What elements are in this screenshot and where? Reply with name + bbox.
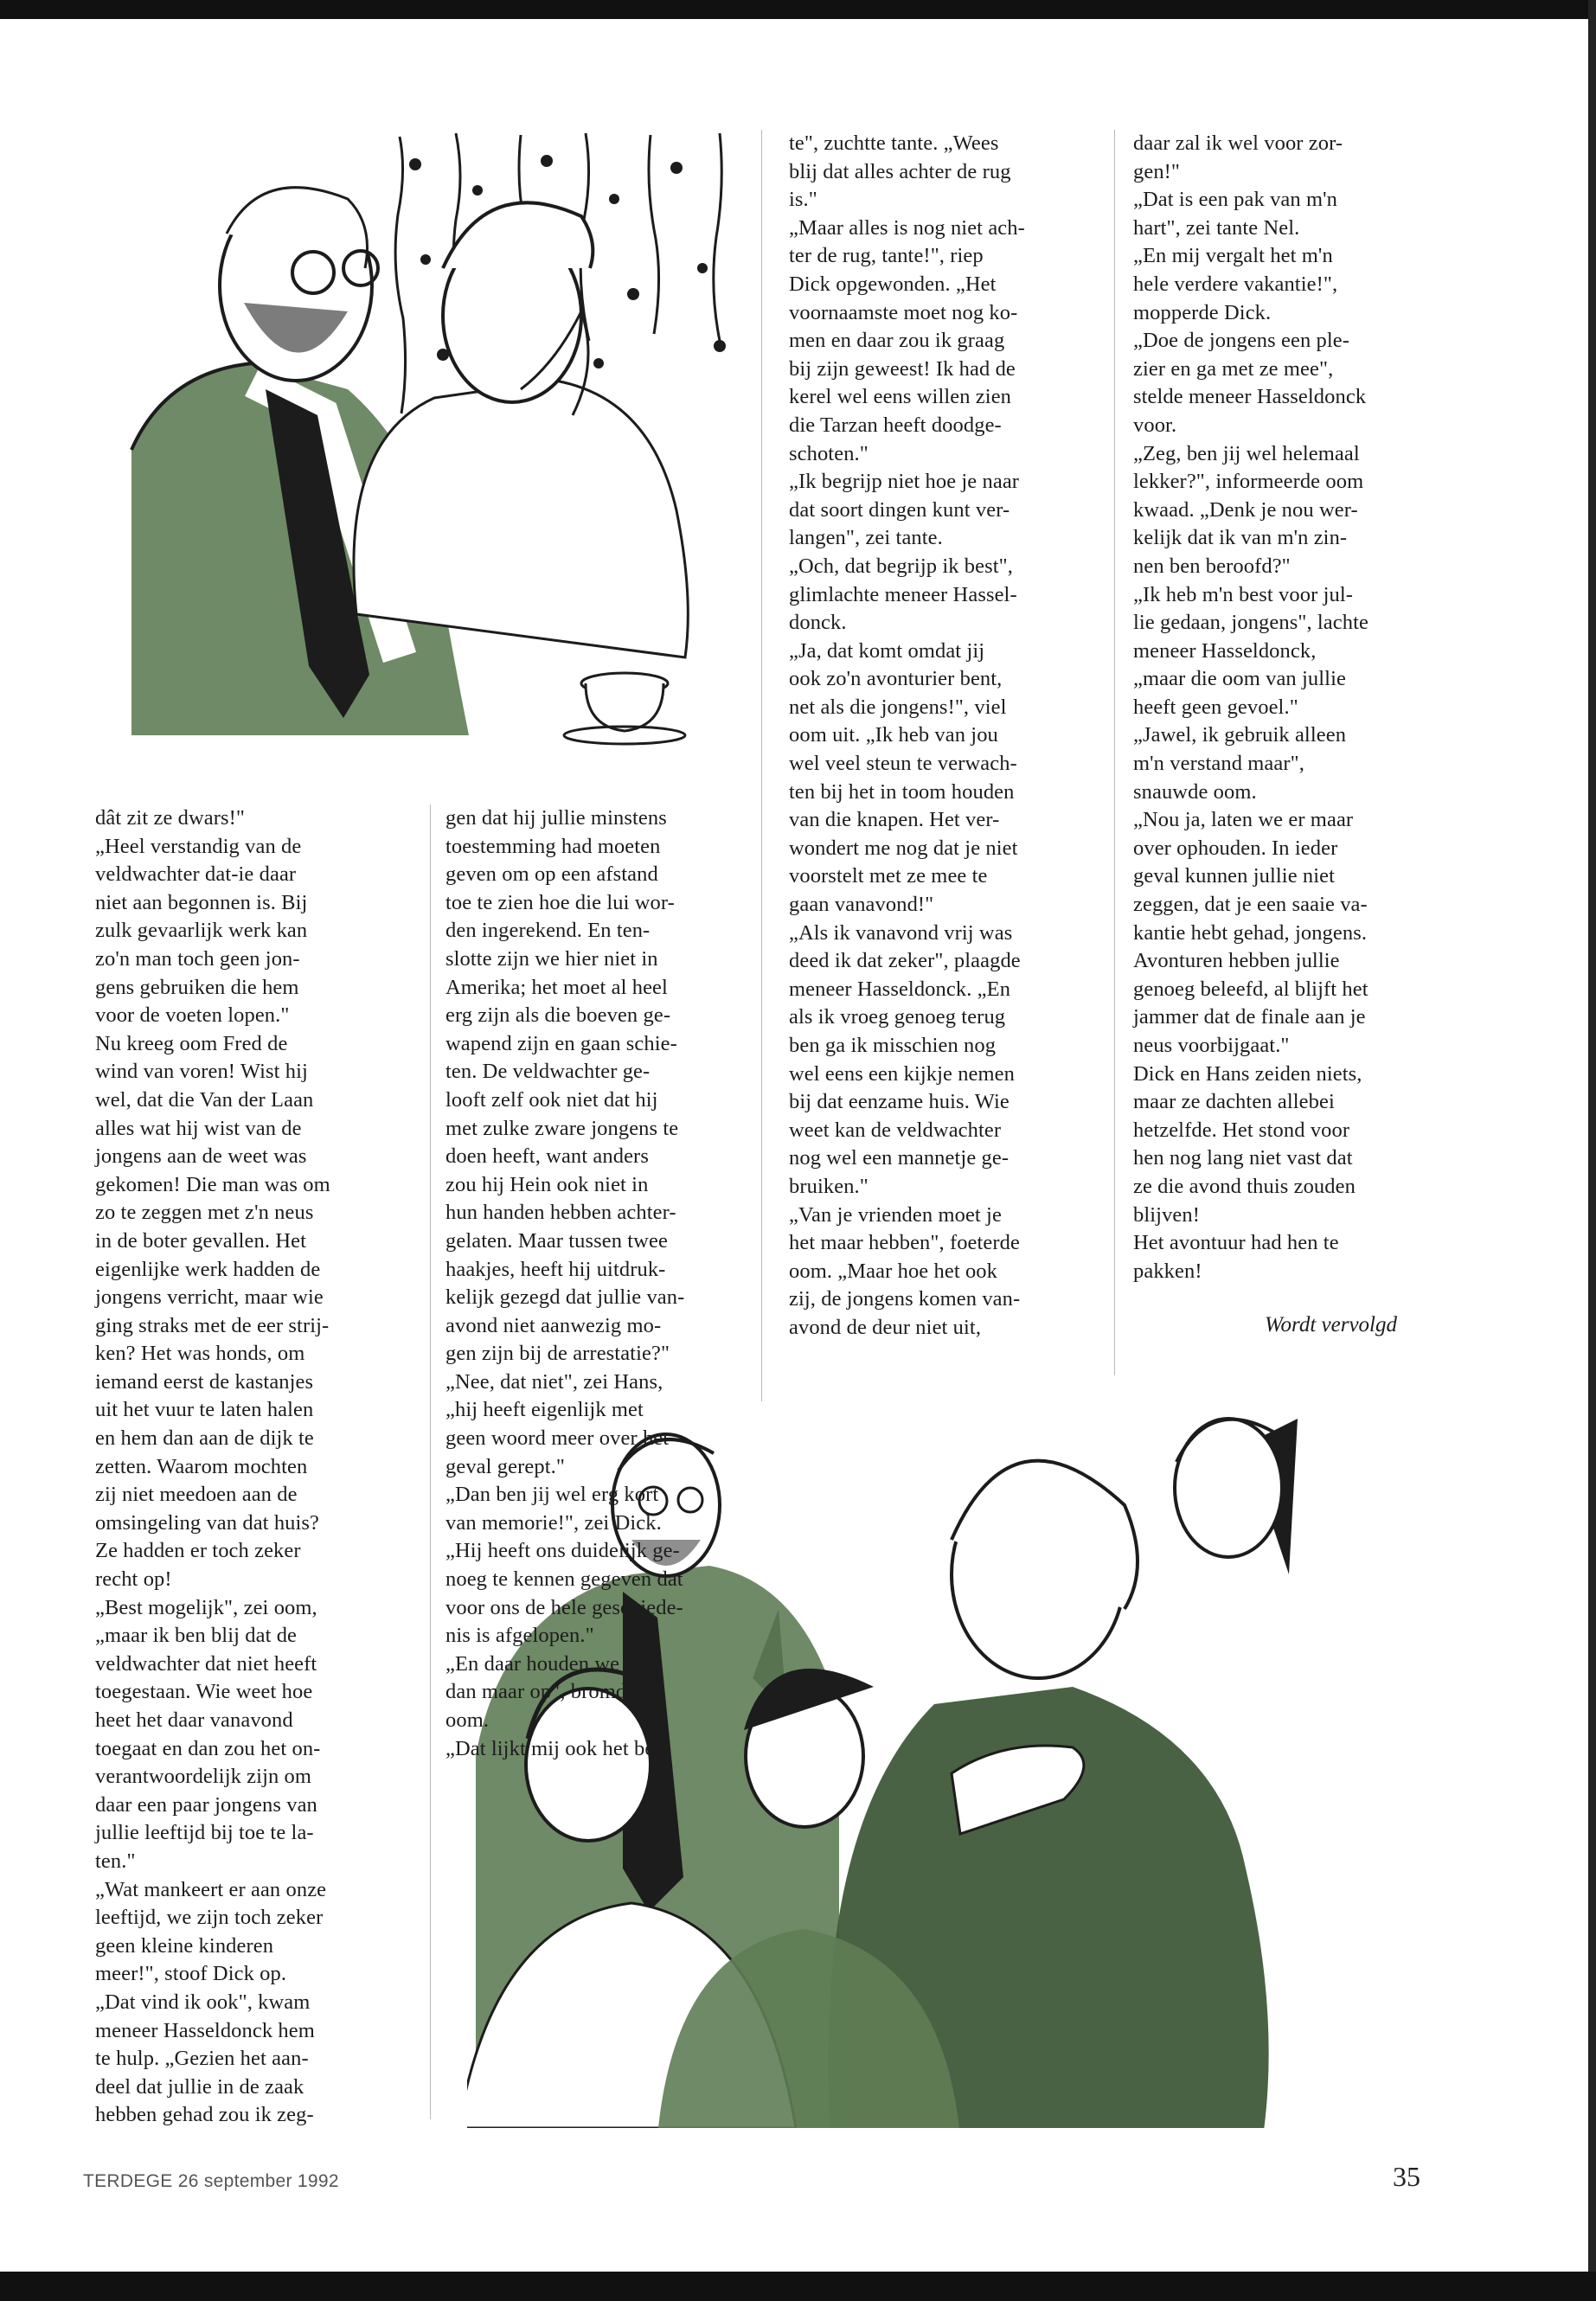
illustration-two-men (114, 130, 744, 753)
to-be-continued: Wordt vervolgd (1265, 1313, 1397, 1336)
article-column-3: te", zuchtte tante. „Wees blij dat alles achter de rug is." „Maar alles is nog niet ach- ter de rug, tante!", riep Dick opgewonden. „Het voornaamste moet nog ko- men en daar zou ik graag bij zijn geweest! Ik had de kerel wel eens willen zien die Tarzan heeft doodge- schoten." „Ik begrijp niet hoe je naar dat soort dingen kunt ver- langen", zei tante. „Och, dat begrijp ik best", glimlachte meneer Hassel- donck. „Ja, dat komt omdat jij ook zo'n avonturier bent, net als die jongens!", viel oom uit. „Ik heb van jou wel veel steun te verwach- ten bij het in toom houden van die knapen. Het ver- wondert me nog dat je niet voorstelt met ze mee te gaan vanavond!" „Als ik vanavond vrij was deed ik dat zeker", plaagde meneer Hasseldonck. „En als ik vroeg genoeg terug ben ga ik misschien nog wel eens een kijkje nemen bij dat eenzame huis. Wie weet kan de veldwachter nog wel een mannetje ge- bruiken." „Van je vrienden moet je het maar hebben", foeterde oom. „Maar hoe het ook zij, de jongens komen van- avond de deur niet uit, (789, 131, 1025, 1339)
column-rule (761, 130, 762, 1401)
column-rule (1114, 130, 1115, 1375)
article-column-1: dât zit ze dwars!" „Heel verstandig van de veldwachter dat-ie daar niet aan begonnen is. Bij zulk gevaarlijk werk kan zo'n man toch geen jon- gens gebruiken die hem voor de voeten lopen." Nu kreeg oom Fred de wind van voren! Wist hij wel, dat die Van der Laan alles wat hij wist van de jongens aan de weet was gekomen! Die man was om zo te zeggen met z'n neus in de boter gevallen. Het eigenlijke werk hadden de jongens verricht, maar wie ging straks met de eer strij- ken? Het was honds, om iemand eerst de kastanjes uit het vuur te laten halen en hem dan aan de dijk te zetten. Waarom mochten zij niet meedoen aan de omsingeling van dat huis? Ze hadden er toch zeker recht op! „Best mogelijk", zei oom, „maar ik ben blij dat de veldwachter dat niet heeft toegestaan. Wie weet hoe heet het daar vanavond toegaat en dan zou het on- verantwoordelijk zijn om daar een paar jongens van jullie leeftijd bij toe te la- ten." „Wat mankeert er aan onze leeftijd, we zijn toch zeker geen kleine kinderen meer!", stoof Dick op. „Dat vind ik ook", kwam meneer Hasseldonck hem te hulp. „Gezien het aan- deel dat jullie in de zaak hebben gehad zou ik zeg- (95, 806, 330, 2127)
article-column-4: daar zal ik wel voor zor- gen!" „Dat is een pak van m'n hart", zei tante Nel. „En mij vergalt het m'n hele verdere vakantie!", mopperde Dick. „Doe de jongens een ple- zier en ga met ze mee", stelde meneer Hasseldonck voor. „Zeg, ben jij wel helemaal lekker?", informeerde oom kwaad. „Denk je nou wer- kelijk dat ik van m'n zin- nen ben beroofd?" „Ik heb m'n best voor jul- lie gedaan, jongens", lachte meneer Hasseldonck, „maar die oom van jullie heeft geen gevoel." „Jawel, ik gebruik alleen m'n verstand maar", snauwde oom. „Nou ja, laten we er maar over ophouden. In ieder geval kunnen jullie niet zeggen, dat je een saaie va- kantie hebt gehad, jongens. Avonturen hebben jullie genoeg beleefd, al blijft het jammer dat de finale aan je neus voorbijgaat." Dick en Hans zeiden niets, maar ze dachten allebei hetzelfde. Het stond voor hen nog lang niet vast dat ze die avond thuis zouden blijven! Het avontuur had hen te pakken! (1133, 131, 1368, 1283)
publication-footer: TERDEGE 26 september 1992 (83, 2171, 339, 2191)
article-column-2: gen dat hij jullie minstens toestemming had moeten geven om op een afstand toe te zien hoe die lui wor- den ingerekend. En ten- slotte zijn we hier niet in Amerika; het moet al heel erg zijn als die boeven ge- wapend zijn en gaan schie- ten. De veldwachter ge- looft zelf ook niet dat hij met zulke zware jongens te doen heeft, want anders zou hij Hein ook niet in hun handen hebben achter- gelaten. Maar tussen twee haakjes, heeft hij uitdruk- kelijk gezegd dat jullie van- avond niet aanwezig mo- gen zijn bij de arrestatie?" „Nee, dat niet", zei Hans, „hij heeft eigenlijk met geen woord meer over het geval gerept." „Dan ben jij wel erg kort van memorie!", zei Dick. „Hij heeft ons duidelijk ge- noeg te kennen gegeven dat voor ons de hele geschiede- nis is afgelopen." „En daar houden we het dan maar op", bromde oom. „Dat lijkt mij ook het bes- (445, 806, 685, 1760)
column-rule (430, 804, 431, 2119)
page-number: 35 (1393, 2161, 1420, 2192)
right-border (1588, 0, 1596, 2301)
top-border (0, 0, 1596, 19)
bottom-border (0, 2272, 1596, 2301)
